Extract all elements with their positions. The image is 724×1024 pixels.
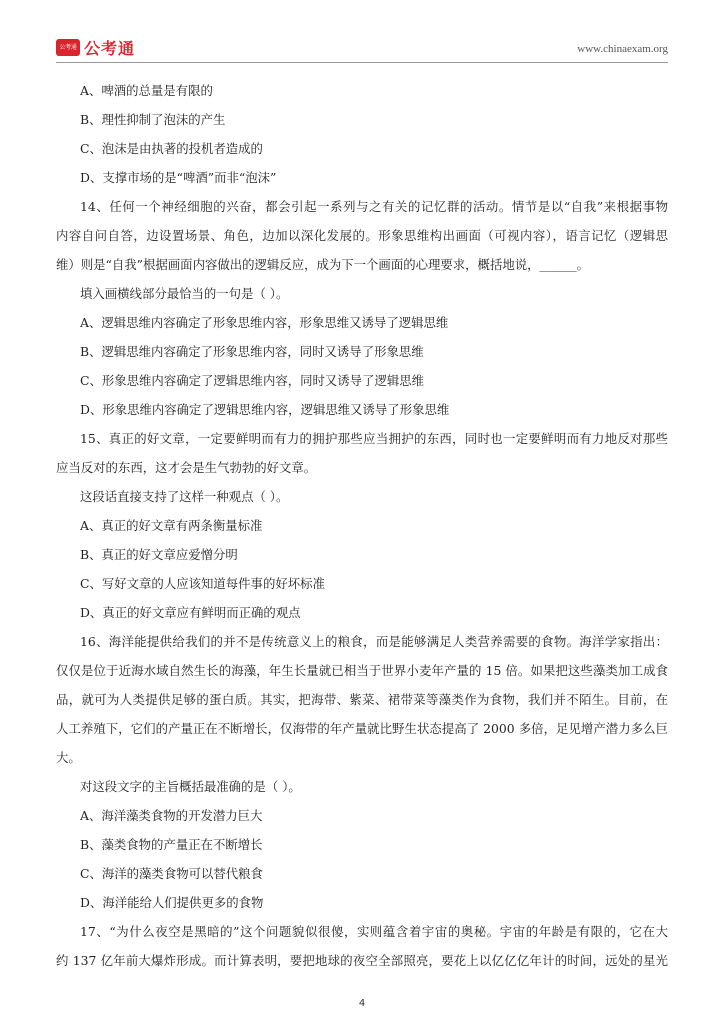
text-line: B、真正的好文章应爱憎分明 — [80, 547, 238, 562]
text-line: 人工养殖下，它们的产量正在不断增长，仅海带的年产量就比野生状态提高了 2000 多倍，足见增产潜力多么巨 — [56, 721, 668, 736]
text-line: 15、真正的好文章，一定要鲜明而有力的拥护那些应当拥护的东西，同时也一定要鲜明而有力地反对那些 — [80, 431, 668, 446]
text-line: A、海洋藻类食物的开发潜力巨大 — [80, 808, 263, 823]
text-line: 对这段文字的主旨概括最准确的是（ ）。 — [80, 779, 301, 794]
text-line: D、真正的好文章应有鲜明而正确的观点 — [80, 605, 301, 620]
site-url: www.chinaexam.org — [577, 43, 668, 55]
text-line: 这段话直接支持了这样一种观点（ ）。 — [80, 489, 289, 504]
text-line: A、啤酒的总量是有限的 — [80, 83, 213, 98]
text-line: 大。 — [56, 750, 81, 765]
text-line: D、形象思维内容确定了逻辑思维内容，逻辑思维又诱导了形象思维 — [80, 402, 450, 417]
text-line: 维）则是“自我”根据画面内容做出的逻辑反应，成为下一个画面的心理要求，概括地说，______。 — [56, 257, 590, 272]
page-header — [56, 36, 668, 62]
text-line: 应当反对的东西，这才会是生气勃勃的好文章。 — [56, 460, 317, 475]
logo-text: 公考通 — [84, 39, 136, 58]
page-number: 4 — [358, 998, 366, 1009]
text-line: B、藻类食物的产量正在不断增长 — [80, 837, 263, 852]
text-line: D、支撑市场的是“啤酒”而非“泡沫” — [80, 170, 277, 185]
text-line: A、逻辑思维内容确定了形象思维内容，形象思维又诱导了逻辑思维 — [80, 315, 449, 330]
text-line: B、理性抑制了泡沫的产生 — [80, 112, 226, 127]
text-line: C、形象思维内容确定了逻辑思维内容，同时又诱导了逻辑思维 — [80, 373, 425, 388]
text-line: C、写好文章的人应该知道每件事的好坏标准 — [80, 576, 325, 591]
logo-badge: 公考通 — [56, 39, 80, 56]
text-line: A、真正的好文章有两条衡量标准 — [80, 518, 263, 533]
text-line: 内容自问自答，边设置场景、角色，边加以深化发展的。形象思维构出画面（可视内容），语言记忆（逻辑思 — [56, 228, 668, 243]
text-line: C、泡沫是由执著的投机者造成的 — [80, 141, 263, 156]
logo — [56, 36, 135, 59]
text-line: 14、任何一个神经细胞的兴奋，都会引起一系列与之有关的记忆群的活动。情节是以“自我”来根据事物 — [80, 199, 668, 214]
text-line: 仅仅是位于近海水域自然生长的海藻，年生长量就已相当于世界小麦年产量的 15 倍。如果把这些藻类加工成食 — [56, 663, 668, 678]
document-body — [56, 76, 668, 975]
text-line: B、逻辑思维内容确定了形象思维内容，同时又诱导了形象思维 — [80, 344, 424, 359]
text-line: 填入画横线部分最恰当的一句是（ ）。 — [80, 286, 289, 301]
text-line: 约 137 亿年前大爆炸形成。而计算表明，要把地球的夜空全部照亮，要花上以亿亿亿年计的时间，远处的星光 — [56, 953, 668, 968]
text-line: C、海洋的藻类食物可以替代粮食 — [80, 866, 263, 881]
text-line: D、海洋能给人们提供更多的食物 — [80, 895, 264, 910]
text-line: 17、“为什么夜空是黑暗的”这个问题貌似很傻，实则蕴含着宇宙的奥秘。宇宙的年龄是有限的，它在大 — [80, 924, 668, 939]
text-line: 品，就可为人类提供足够的蛋白质。其实，把海带、紫菜、裙带菜等藻类作为食物，我们并不陌生。目前，在 — [56, 692, 668, 707]
text-line: 16、海洋能提供给我们的并不是传统意义上的粮食，而是能够满足人类营养需要的食物。海洋学家指出： — [80, 634, 668, 649]
header-divider — [56, 62, 668, 63]
